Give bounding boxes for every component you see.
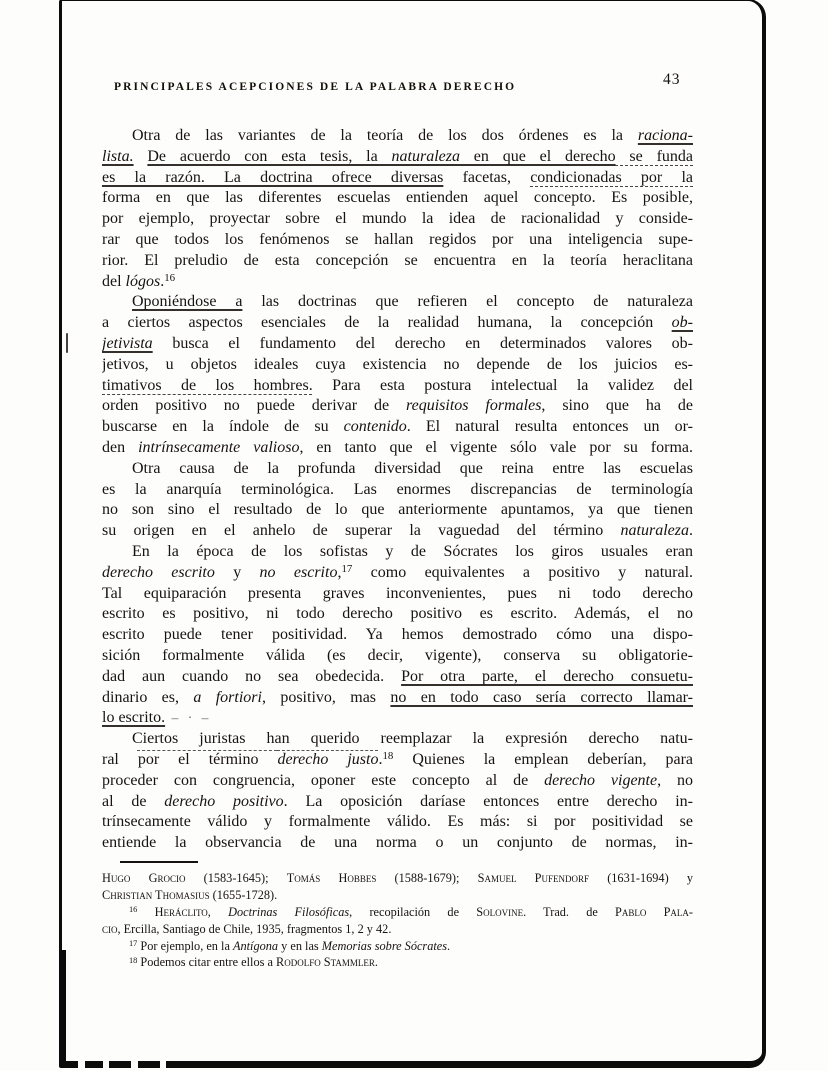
text-segment: no en todo caso sería correcto llamar-	[390, 688, 693, 706]
text-line	[102, 230, 693, 251]
scan-edge-gap	[160, 1061, 166, 1069]
text-segment: y	[214, 563, 260, 581]
text-segment: , positivo, mas	[261, 688, 391, 706]
footnote-separator-rule	[120, 861, 198, 863]
text-line	[102, 688, 693, 709]
scan-edge-shadow	[59, 950, 66, 1068]
text-segment: no son sino el resultado de lo que anteriormente apuntamos, ya que tienen	[102, 501, 693, 519]
scan-edge-gap	[78, 1061, 85, 1069]
text-segment: contenido	[343, 418, 407, 436]
text-segment: derecho escrito	[102, 563, 215, 581]
text-line	[102, 126, 693, 147]
paragraph	[102, 542, 693, 729]
text-segment: raciona-	[637, 127, 693, 144]
paragraph	[102, 292, 693, 458]
text-segment: lo escrito.	[102, 709, 166, 727]
text-line	[102, 542, 693, 563]
text-segment: su origen en el anhelo de superar la vaguedad del término	[102, 522, 621, 540]
text-segment: dad aun cuando no sea obedecida.	[102, 667, 402, 685]
text-segment: (1583-1645);	[185, 871, 287, 885]
text-segment: jetivos, u objetos ideales cuya existencia no depende de los juicios es-	[102, 355, 693, 373]
text-segment: Doctrinas Filosóficas	[228, 904, 350, 919]
text-line	[102, 604, 693, 625]
paragraph	[102, 126, 693, 292]
running-header: PRINCIPALES ACEPCIONES DE LA PALABRA DERECHO	[114, 81, 517, 93]
text-line	[102, 812, 693, 833]
text-segment: jetivista	[102, 334, 153, 352]
text-line	[102, 584, 693, 605]
text-segment: . La oposición daríase entonces entre derecho in-	[283, 792, 693, 810]
text-segment: derecho positivo	[164, 792, 284, 810]
text-line	[102, 459, 693, 480]
text-segment: dinario es,	[102, 688, 194, 706]
text-line	[102, 313, 693, 334]
text-segment: trínsecamente válido y formalmente válido. Es más: si por positividad se	[102, 813, 693, 831]
scan-edge-gap	[131, 1061, 138, 1069]
text-segment: derecho justo	[277, 750, 379, 768]
text-line	[102, 887, 693, 904]
text-segment: facetas,	[443, 168, 531, 186]
text-segment: ,	[207, 904, 229, 919]
text-line	[102, 870, 693, 887]
text-line	[102, 168, 693, 189]
text-segment: Por otra parte, el derecho consuetu-	[401, 667, 693, 685]
text-segment: .	[378, 750, 383, 768]
text-segment: 16	[164, 271, 176, 284]
text-segment: , en tanto que el vigente sólo vale por su forma.	[299, 438, 693, 456]
text-line	[102, 563, 693, 584]
text-segment: en que el derecho	[459, 147, 616, 165]
text-line	[102, 708, 693, 729]
text-segment: Hugo Grocio	[102, 871, 186, 885]
text-line	[102, 792, 693, 813]
text-line	[102, 904, 693, 921]
text-segment: Tomás Hobbes	[286, 871, 377, 885]
text-segment: proceder con congruencia, oponer este concepto al de	[102, 771, 545, 789]
pencil-margin-mark	[66, 333, 68, 353]
text-segment: no escrito	[259, 563, 338, 581]
text-segment: lógos	[125, 272, 161, 290]
text-segment: escrito puede tener positividad. Ya hemos demostrado cómo una dispo-	[102, 626, 693, 644]
paragraph	[102, 459, 693, 542]
footnotes	[102, 870, 693, 971]
text-segment: busca el fundamento del derecho en determinados valores ob-	[152, 334, 693, 352]
body-text	[102, 126, 693, 854]
text-segment: por el término	[137, 750, 278, 768]
text-segment: buscarse en la índole de su	[102, 418, 344, 436]
text-segment: (1655-1728).	[209, 887, 278, 902]
text-line	[102, 750, 693, 771]
paragraph	[102, 729, 693, 854]
text-line	[102, 188, 693, 209]
text-segment: (1588-1679);	[376, 871, 478, 885]
text-segment: es la anarquía terminológica. Las enormes discrepancias de terminología	[102, 480, 693, 498]
text-segment: .	[160, 272, 165, 290]
text-segment: Tal equiparación presenta graves inconvenientes, pues ni todo derecho	[102, 584, 693, 602]
text-line	[102, 209, 693, 230]
text-line	[102, 417, 693, 438]
text-line	[102, 921, 693, 938]
text-line	[102, 355, 693, 376]
text-segment: ,	[337, 563, 342, 581]
text-line	[102, 954, 693, 971]
text-segment: .	[447, 938, 451, 953]
text-segment: es la razón. La doctrina ofrece diversas	[102, 168, 444, 186]
text-segment: , recopilación de	[349, 904, 477, 919]
text-segment: rior. El preludio de esta concepción se encuentra en la teoría heraclitana	[102, 251, 693, 269]
text-segment: , Ercilla, Santiago de Chile, 1935, fragmentos 1, 2 y 42.	[117, 921, 392, 936]
text-line	[102, 833, 693, 854]
text-segment: escrito es positivo, ni todo derecho positivo es escrito. Además, el no	[102, 605, 693, 623]
text-segment: orden positivo no puede derivar de	[102, 397, 406, 415]
text-segment: . Trad. de	[523, 904, 616, 919]
text-segment: , no	[657, 771, 693, 789]
text-segment: se funda	[615, 147, 693, 165]
text-segment: a fortiori	[193, 688, 262, 706]
text-segment: sición formalmente válida (es decir, vigente), conserva su obligatorie-	[102, 646, 693, 664]
text-segment: Christian Thomasius	[102, 887, 210, 902]
text-line	[102, 376, 693, 397]
text-segment: a ciertos aspectos esenciales de la realidad humana, la concepción	[102, 314, 672, 332]
text-segment: Antígona	[232, 938, 279, 953]
text-segment: – · –	[165, 710, 212, 726]
text-segment: Oponiéndose a	[132, 293, 243, 311]
text-segment: Podemos citar entre ellos a	[137, 955, 276, 970]
text-line	[102, 729, 693, 750]
text-segment: lista.	[102, 147, 134, 165]
text-segment: Ciertos juristas han querido reemplazar la expresión derecho natu-	[132, 730, 693, 748]
text-line	[102, 771, 693, 792]
text-segment: timativos de los hombres.	[102, 376, 313, 394]
text-segment: Rodolfo Stammler	[276, 955, 375, 970]
text-segment: (1631-1694) y	[589, 871, 693, 885]
text-segment: Samuel Pufendorf	[477, 871, 589, 885]
text-segment: 18	[129, 955, 138, 965]
text-segment: forma en que las diferentes escuelas entienden aquel concepto. Es posible,	[102, 189, 693, 207]
text-segment: cio	[102, 921, 118, 936]
text-segment: Por ejemplo, en la	[137, 938, 233, 953]
text-line	[102, 667, 693, 688]
text-line	[102, 521, 693, 542]
text-segment: naturaleza	[391, 147, 460, 165]
text-line	[102, 396, 693, 417]
text-segment: las doctrinas que refieren el concepto de naturaleza	[242, 293, 693, 311]
text-segment: requisitos formales	[406, 397, 542, 415]
text-segment: Otra de las variantes de la teoría de los dos órdenes es la	[132, 127, 638, 144]
text-segment: por ejemplo, proyectar sobre el mundo la idea de racionalidad y conside-	[102, 210, 693, 228]
text-segment: naturaleza	[620, 522, 689, 540]
text-segment: . El natural resulta entonces un or-	[406, 418, 693, 436]
text-line	[102, 938, 693, 955]
text-line	[102, 272, 693, 293]
text-segment: rar que todos los fenómenos se hallan regidos por una inteligencia supe-	[102, 230, 693, 248]
text-line	[102, 292, 693, 313]
text-segment: 16	[129, 905, 138, 915]
text-segment	[137, 905, 154, 919]
text-segment: , sino que ha de	[541, 397, 693, 415]
text-segment: En la época de los sofistas y de Sócrates los giros usuales eran	[132, 542, 693, 560]
text-segment: .	[374, 955, 378, 970]
text-segment: intrínsecamente valioso	[138, 438, 300, 456]
text-segment: condicionadas por la	[530, 168, 693, 186]
text-segment: Heráclito	[154, 904, 208, 919]
text-line	[102, 438, 693, 459]
text-segment	[134, 148, 148, 165]
text-segment: .	[689, 522, 693, 540]
text-segment: como equivalentes a positivo y natural.	[352, 563, 693, 581]
text-segment: 18	[382, 750, 394, 763]
text-segment: entiende la observancia de una norma o un conjunto de normas, in-	[102, 834, 693, 852]
text-segment: 17	[129, 938, 138, 948]
text-line	[102, 251, 693, 272]
page-number: 43	[663, 71, 681, 88]
text-segment: De acuerdo con esta tesis, la	[147, 147, 392, 165]
text-segment: Quienes la emplean deberían, para	[393, 750, 693, 768]
text-line	[102, 646, 693, 667]
text-segment: Memorias sobre Sócrates	[321, 938, 448, 953]
text-segment: del	[102, 272, 126, 290]
text-line	[102, 334, 693, 355]
text-segment: 17	[341, 562, 353, 575]
text-line	[102, 500, 693, 521]
text-segment: y en las	[278, 938, 322, 953]
text-segment: Otra causa de la profunda diversidad que reina entre las escuelas	[132, 459, 693, 477]
text-segment: ral	[102, 750, 138, 768]
scan-edge-gap	[103, 1061, 109, 1069]
text-line	[102, 625, 693, 646]
text-segment: ob-	[671, 314, 693, 332]
text-segment: derecho vigente	[544, 771, 658, 789]
text-line	[102, 147, 693, 168]
text-segment: Solovine	[476, 904, 524, 919]
text-segment: al de	[102, 792, 165, 810]
text-segment: Para esta postura intelectual la validez del	[312, 376, 693, 394]
text-line	[102, 480, 693, 501]
text-segment: Pablo Pala-	[615, 904, 693, 919]
text-segment: den	[102, 438, 139, 456]
